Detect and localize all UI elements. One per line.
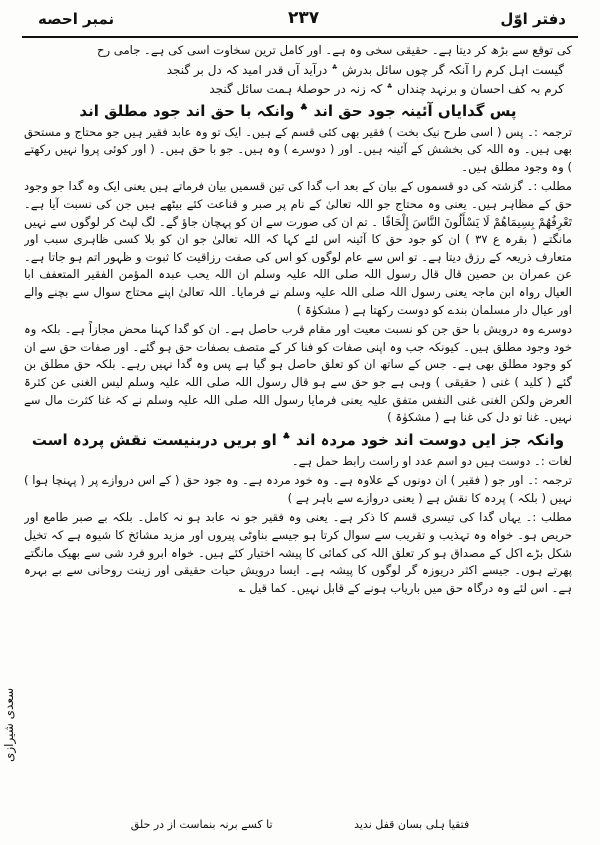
section-title: نمبر احصه [38,10,115,28]
footer-verse [90,818,510,838]
translation-paragraph-2: ترجمہ :۔ اور جو ( فقیر ) ان دونوں کے علاوہ ہے۔ وہ خود مردہ ہے۔ وہ جود حق ( کے اس دروازے پر ( پہنچا ہوا ) نہیں ( بلکہ ) پردہ کا نقش ہے ( یعنی دروازے سے باہر ہے ) [24,473,572,505]
persian-verse-1: گیست اہل کرم را آنکہ گر چوں سائل بدرش ؞ درآید آں قدر امید کہ دل بر گنجد [166,62,564,77]
explanation-paragraph-2: دوسرے وہ درویش با حق جن کو نسبت معیت اور مقام قرب حاصل ہے۔ ان کو گدا کہنا محض مجازاً ہے۔ بلکہ وہ خود وجود مطلق ہیں۔ کیونکہ جب وہ اپنی صفات کو فنا کر کے متصف بصفات حق ہو گئے۔ اور صفات حق سے ان کو وجود مطلق بھی ہے۔ جس کے ساتھ ان کو تعلق حاصل ہو گیا ہے پس وہ گدا نہیں رہے۔ بلکہ حق مطلق بن گئے ( کلید ) غنی ( حقیقی ) وہی ہے جو حق سے ہو قال رسول اللہ صلی اللہ علیہ وسلم لیس الغنی عن کثرۃ العرض ولکن الغنی غنی النفس متفق علیہ یعنی فرمایا رسول اللہ صلی اللہ علیہ وسلم نے کہ غنا کثرت مال سے نہیں۔ غنا تو دل کی غنا ہے ( مشکوٰۃ ) [24,322,572,425]
translation-paragraph-1: ترجمہ :۔ پس ( اسی طرح نیک بخت ) فقیر بھی کئی قسم کے ہیں۔ ایک تو وہ عابد فقیر ہیں جو محتاج و مستحق بھی ہیں۔ وہ اللہ کی بخشش کے آئینہ ہیں۔ اور ( دوسرے ) وہ ہیں۔ جو با حق ہیں۔ ( اور کوئی پروا نہیں رکھتے ) وہ وجود مطلق ہیں۔ [24,124,572,174]
margin-note: سعدی شیرازی [2,687,16,763]
page-number: ۲۳۷ [288,8,320,28]
header-rule [22,36,578,38]
footer-verse-right: فتقیا ہلی بسان قفل ندید [354,818,470,831]
persian-verse-2: کرم بہ کف احسان و برنہد چنداں ؞ کہ زنہ در حوصلۂ ہمت سائل گنجد [209,81,564,96]
paragraph-intro: کی توقع سے بڑھ کر دیتا ہے۔ حقیقی سخی وہ ہے۔ اور کامل ترین سخاوت اسی کی ہے۔ جامی رح [97,43,572,57]
footer-verse-left: تا کسے برنہ بنماست از در حلق [130,818,273,831]
explanation-paragraph-1: مطلب :۔ گزشتہ کی دو قسموں کے بیان کے بعد اب گدا کی تین قسمیں بیان فرماتے ہیں یعنی ایک وہ گدا جو وجود حق کے مظاہر ہیں۔ یعنی وہ محتاج جو اللہ تعالیٰ کے نام پر صبر و قناعت کئے بیٹھے ہیں جن کی نسبت آیا ہے۔ تَعْرِفُهُمْ بِسِيمَاهُمْ لَا يَسْأَلُونَ النَّاسَ إِلْحَافًا ۔ تم ان کی صورت سے ان کو پہچان جاؤ گے۔ لگ لپٹ کر لوگوں سے نہیں مانگتے ( بقرہ ع ۳۷ ) ان کو جود حق کا آئینہ اس لئے کہا کہ اللہ تعالیٰ جو ان کو بلا کسی ظاہری سبب اور متعارف ذریعہ کے رزق دیتا ہے۔ تو اس سے عام لوگوں کو اس کی صفت رزاقیت کا ثبوت و ظہور اتم ہو جاتا ہے۔ عن عمران بن حصین قال قال رسول اللہ صلی اللہ علیہ وسلم ان اللہ یحب عبدہ المؤمن الفقیر المتعفف ابا العیال رواہ ابن ماجہ یعنی رسول اللہ صلی اللہ علیہ وسلم نے فرمایا۔ اللہ تعالیٰ اپنے محتاج سوال سے بچنے والے اور عیال دار مسلمان بندے کو دوست رکھتا ہے ( مشکوٰۃ ) [24,179,572,317]
running-title: دفتر اوّل [500,10,566,28]
page-header [38,6,566,34]
vocabulary-line: لغات :۔ دوست ہیں دو اسم عدد او راست رابط حمل ہے۔ [291,453,572,468]
masnavi-couplet-1: پس گدایاں آئینہ جود حق اند ؞ وانکہ با حق اند جود مطلق اند [79,101,517,120]
explanation-paragraph-3: مطلب :۔ یہاں گدا کی تیسری قسم کا ذکر ہے۔ یعنی وہ فقیر جو نہ عابد ہو نہ کامل۔ بلکہ بے صبر طامع اور حریص ہو۔ خواہ وہ تہذیب و تقریب سے سوال کرتا ہو جیسے بناوٹی پیروں اور مزید مشائخ کا شیوہ ہے کہ تخیل شکل بڑے اکل کے مصداق ہو کر تعلق اللہ کی کمائی کا پیشہ اختیار کئے ہیں۔ خواہ ابرو فرد شی سے بھیک مانگتے پھرتے ہوں۔ جیسے اکثر دریوزہ گر لوگوں کا پیشہ ہے۔ ایسا درویش حیات حقیقی اور زینت روحانی سے بے بہرہ ہے۔ اس لئے وہ درگاہ حق میں باریاب ہونے کے قابل نہیں۔ کما قیل ؎ [24,510,572,595]
page-body [24,42,572,812]
masnavi-couplet-2: وانکہ جز ایں دوست اند خود مردہ اند ؞ او بریں دربنیست نقش پردہ است [31,430,565,449]
